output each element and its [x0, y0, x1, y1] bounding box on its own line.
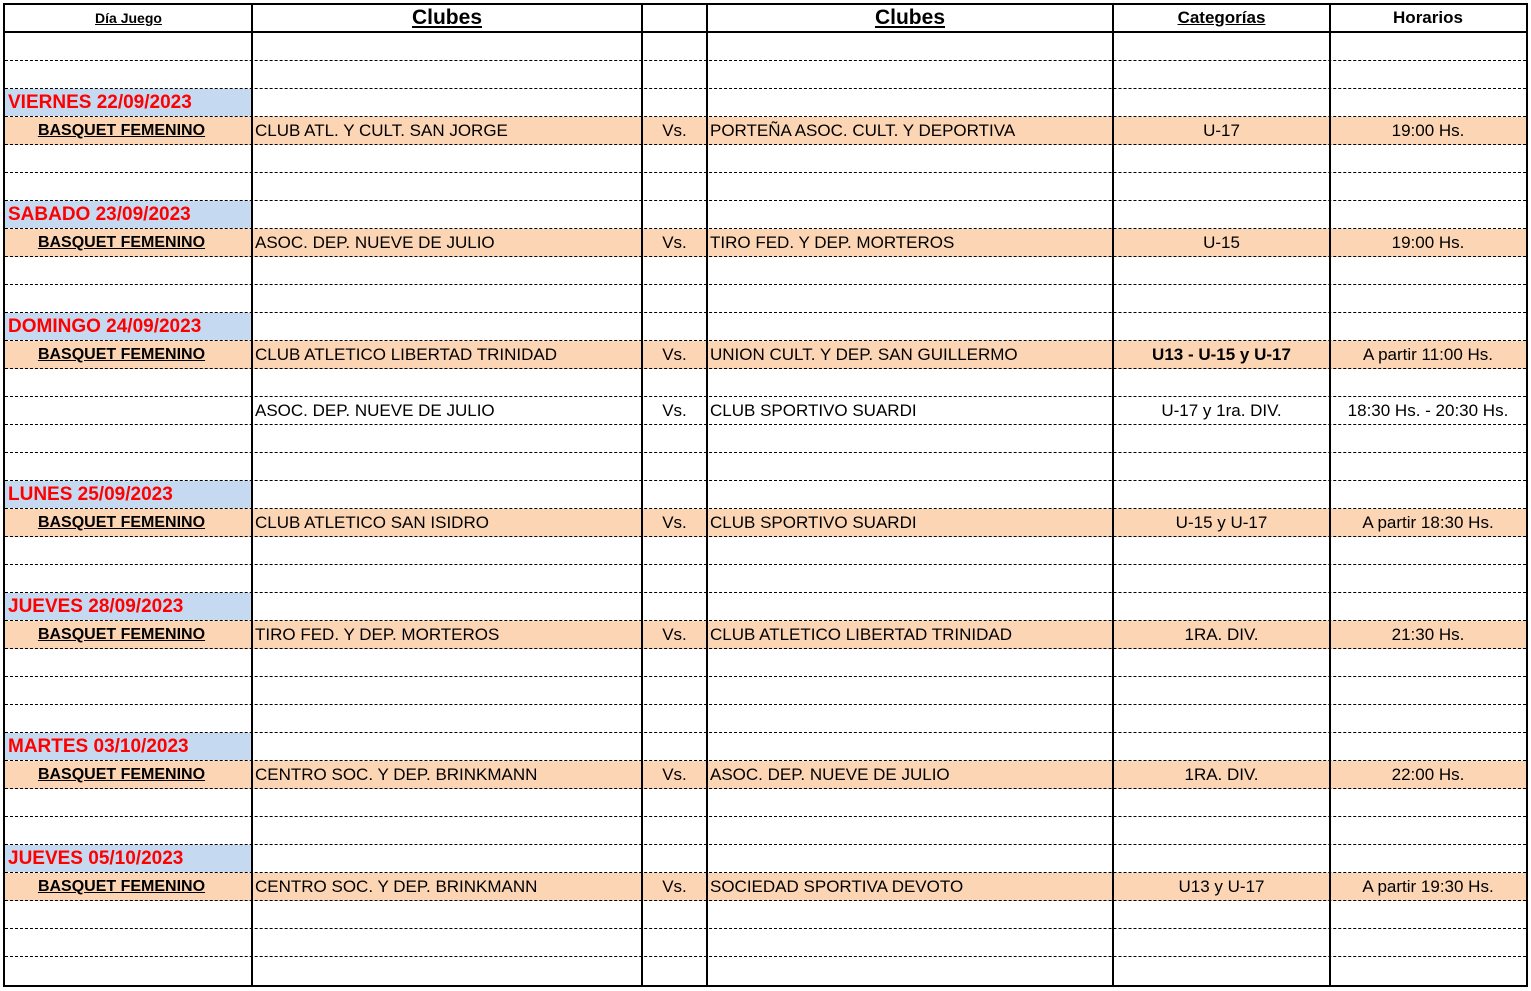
match-sport: BASQUET FEMENINO	[37, 233, 206, 251]
column-divider	[1112, 5, 1114, 985]
match-time: A partir 18:30 Hs.	[1362, 512, 1494, 532]
match-vs: Vs.	[662, 764, 687, 784]
header-day: Día Juego	[95, 10, 162, 26]
match-away: CLUB ATLETICO LIBERTAD TRINIDAD	[710, 624, 1012, 644]
column-divider	[641, 5, 643, 985]
match-time: A partir 11:00 Hs.	[1362, 344, 1494, 364]
match-row	[5, 397, 1526, 425]
blank-row	[5, 901, 1526, 929]
match-category: U-15 y U-17	[1175, 512, 1268, 532]
blank-row	[5, 537, 1526, 565]
match-away: PORTEÑA ASOC. CULT. Y DEPORTIVA	[710, 120, 1016, 140]
match-home: CENTRO SOC. Y DEP. BRINKMANN	[255, 764, 538, 784]
match-sport: BASQUET FEMENINO	[37, 121, 206, 139]
match-category: U13 - U-15 y U-17	[1152, 344, 1291, 364]
header-vs-empty	[642, 5, 707, 31]
match-sport: BASQUET FEMENINO	[37, 513, 206, 531]
blank-row	[5, 929, 1526, 957]
match-sport: BASQUET FEMENINO	[37, 625, 206, 643]
column-divider	[706, 5, 708, 985]
day-date: SABADO 23/09/2023	[5, 201, 252, 228]
match-away: UNION CULT. Y DEP. SAN GUILLERMO	[710, 344, 1018, 364]
match-row	[5, 621, 1526, 649]
header-row	[5, 5, 1526, 33]
match-time: 18:30 Hs. - 20:30 Hs.	[1347, 400, 1509, 420]
match-home: TIRO FED. Y DEP. MORTEROS	[255, 624, 500, 644]
header-clubs-left: Clubes	[411, 6, 482, 29]
match-category: 1RA. DIV.	[1184, 764, 1259, 784]
day-date: LUNES 25/09/2023	[5, 481, 252, 508]
day-date: VIERNES 22/09/2023	[5, 89, 252, 116]
match-row	[5, 873, 1526, 901]
match-time: 22:00 Hs.	[1391, 764, 1465, 784]
match-away: SOCIEDAD SPORTIVA DEVOTO	[710, 876, 964, 896]
blank-row	[5, 425, 1526, 453]
match-sport: BASQUET FEMENINO	[37, 765, 206, 783]
day-row	[5, 201, 1526, 229]
blank-row	[5, 145, 1526, 173]
match-vs: Vs.	[662, 344, 687, 364]
match-vs: Vs.	[662, 512, 687, 532]
match-vs: Vs.	[662, 624, 687, 644]
match-time: 19:00 Hs.	[1391, 232, 1465, 252]
match-home: CENTRO SOC. Y DEP. BRINKMANN	[255, 876, 538, 896]
blank-row	[5, 705, 1526, 733]
schedule-sheet	[3, 3, 1528, 987]
day-date: MARTES 03/10/2023	[5, 733, 252, 760]
blank-row	[5, 453, 1526, 481]
match-away: TIRO FED. Y DEP. MORTEROS	[710, 232, 955, 252]
day-row	[5, 313, 1526, 341]
match-category: 1RA. DIV.	[1184, 624, 1259, 644]
blank-row	[5, 285, 1526, 313]
match-category: U-17	[1203, 120, 1240, 140]
match-vs: Vs.	[662, 232, 687, 252]
match-away: CLUB SPORTIVO SUARDI	[710, 512, 917, 532]
match-time: 21:30 Hs.	[1391, 624, 1465, 644]
header-categories: Categorías	[1177, 8, 1266, 27]
match-home: CLUB ATL. Y CULT. SAN JORGE	[255, 120, 508, 140]
blank-row	[5, 789, 1526, 817]
match-home: ASOC. DEP. NUEVE DE JULIO	[255, 232, 495, 252]
match-time: 19:00 Hs.	[1391, 120, 1465, 140]
match-home: ASOC. DEP. NUEVE DE JULIO	[255, 400, 495, 420]
day-date: JUEVES 05/10/2023	[5, 845, 252, 872]
match-category: U13 y U-17	[1178, 876, 1265, 896]
match-row	[5, 761, 1526, 789]
blank-row	[5, 33, 1526, 61]
day-row	[5, 845, 1526, 873]
day-row	[5, 593, 1526, 621]
match-row	[5, 117, 1526, 145]
blank-row	[5, 173, 1526, 201]
column-divider	[251, 5, 253, 985]
match-time: A partir 19:30 Hs.	[1362, 876, 1494, 896]
match-row	[5, 341, 1526, 369]
blank-row	[5, 565, 1526, 593]
blank-row	[5, 257, 1526, 285]
match-away: ASOC. DEP. NUEVE DE JULIO	[710, 764, 950, 784]
header-clubs-right: Clubes	[874, 6, 945, 29]
match-vs: Vs.	[662, 876, 687, 896]
match-home: CLUB ATLETICO SAN ISIDRO	[255, 512, 489, 532]
match-sport: BASQUET FEMENINO	[37, 345, 206, 363]
day-row	[5, 89, 1526, 117]
blank-row	[5, 817, 1526, 845]
blank-row	[5, 677, 1526, 705]
match-category: U-15	[1203, 232, 1240, 252]
day-row	[5, 733, 1526, 761]
match-vs: Vs.	[662, 120, 687, 140]
blank-row	[5, 369, 1526, 397]
match-home: CLUB ATLETICO LIBERTAD TRINIDAD	[255, 344, 557, 364]
column-divider	[1329, 5, 1331, 985]
day-date: DOMINGO 24/09/2023	[5, 313, 252, 340]
match-sport	[5, 397, 252, 424]
match-sport: BASQUET FEMENINO	[37, 877, 206, 895]
day-date: JUEVES 28/09/2023	[5, 593, 252, 620]
header-schedule: Horarios	[1393, 8, 1463, 27]
match-category: U-17 y 1ra. DIV.	[1161, 400, 1282, 420]
blank-row	[5, 649, 1526, 677]
blank-row	[5, 957, 1526, 985]
blank-row	[5, 61, 1526, 89]
match-away: CLUB SPORTIVO SUARDI	[710, 400, 917, 420]
day-row	[5, 481, 1526, 509]
match-row	[5, 229, 1526, 257]
match-vs: Vs.	[662, 400, 687, 420]
match-row	[5, 509, 1526, 537]
